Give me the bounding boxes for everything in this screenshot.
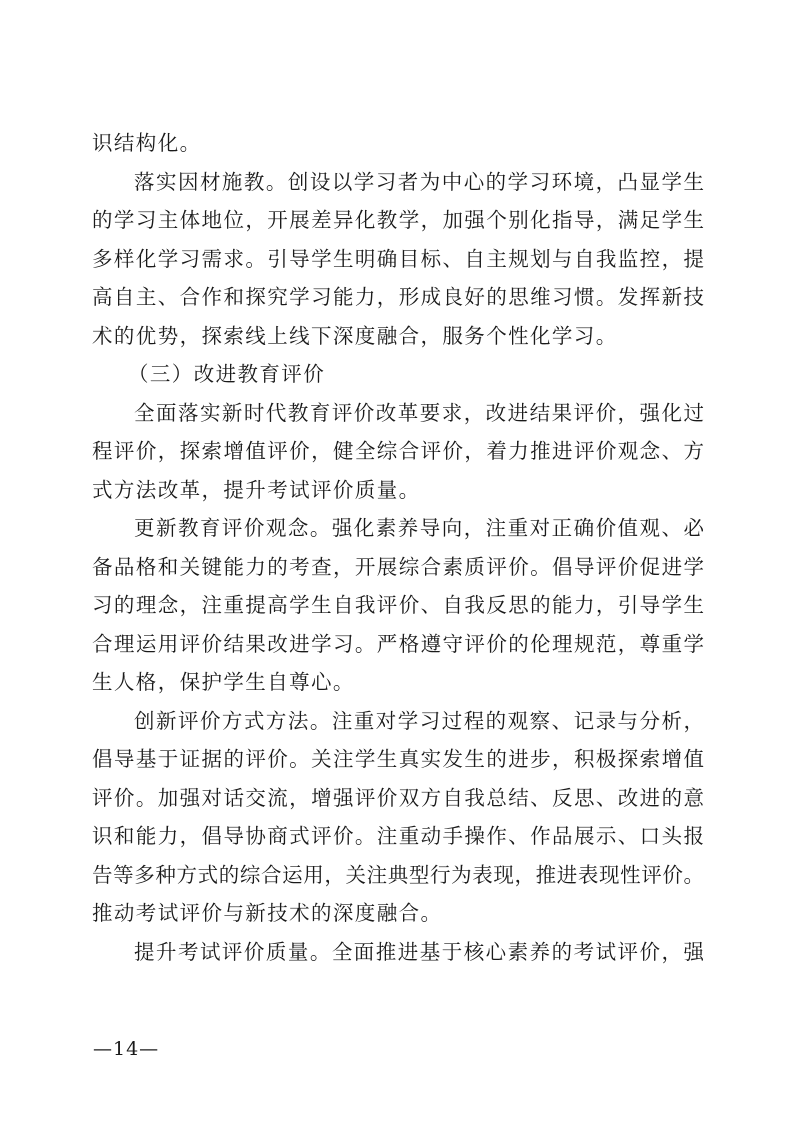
paragraph-start-line: 更新教育评价观念。强化素养导向，注重对正确价值观、必 <box>134 516 704 540</box>
text-line: 多样化学习需求。引导学生明确目标、自主规划与自我监控，提 <box>92 246 704 271</box>
text-line: 的学习主体地位，开展差异化教学，加强个别化指导，满足学生 <box>92 208 704 232</box>
paragraph-start-line: 落实因材施教。创设以学习者为中心的学习环境，凸显学生 <box>134 169 704 194</box>
text-line: 程评价，探索增值评价，健全综合评价，着力推进评价观念、方 <box>92 439 704 463</box>
text-line: 高自主、合作和探究学习能力，形成良好的思维习惯。发挥新技 <box>92 285 704 309</box>
body-text <box>92 124 704 971</box>
text-line: 生人格，保护学生自尊心。 <box>92 670 355 694</box>
text-line: 合理运用评价结果改进学习。严格遵守评价的伦理规范，尊重学 <box>92 631 704 656</box>
text-line: 识结构化。 <box>92 131 202 155</box>
text-line: 术的优势，探索线上线下深度融合，服务个性化学习。 <box>92 323 618 348</box>
paragraph-start-line: 创新评价方式方法。注重对学习过程的观察、记录与分析， <box>134 708 704 733</box>
text-line: 评价。加强对话交流，增强评价双方自我总结、反思、改进的意 <box>92 785 704 810</box>
text-line: 习的理念，注重提高学生自我评价、自我反思的能力，引导学生 <box>92 593 704 617</box>
text-line: 识和能力，倡导协商式评价。注重动手操作、作品展示、口头报 <box>92 824 704 848</box>
text-line: 备品格和关键能力的考查，开展综合素质评价。倡导评价促进学 <box>92 554 704 579</box>
paragraph-start-line: 全面落实新时代教育评价改革要求，改进结果评价，强化过 <box>134 400 704 425</box>
text-line: 式方法改革，提升考试评价质量。 <box>92 477 421 502</box>
text-line: 推动考试评价与新技术的深度融合。 <box>92 901 443 925</box>
text-line: 告等多种方式的综合运用，关注典型行为表现，推进表现性评价。 <box>92 862 704 887</box>
section-heading: （三）改进教育评价 <box>128 362 326 386</box>
text-line: 倡导基于证据的评价。关注学生真实发生的进步，积极探索增值 <box>92 747 704 771</box>
page-number: —14— <box>93 1038 160 1060</box>
paragraph-start-line: 提升考试评价质量。全面推进基于核心素养的考试评价，强 <box>134 939 704 964</box>
